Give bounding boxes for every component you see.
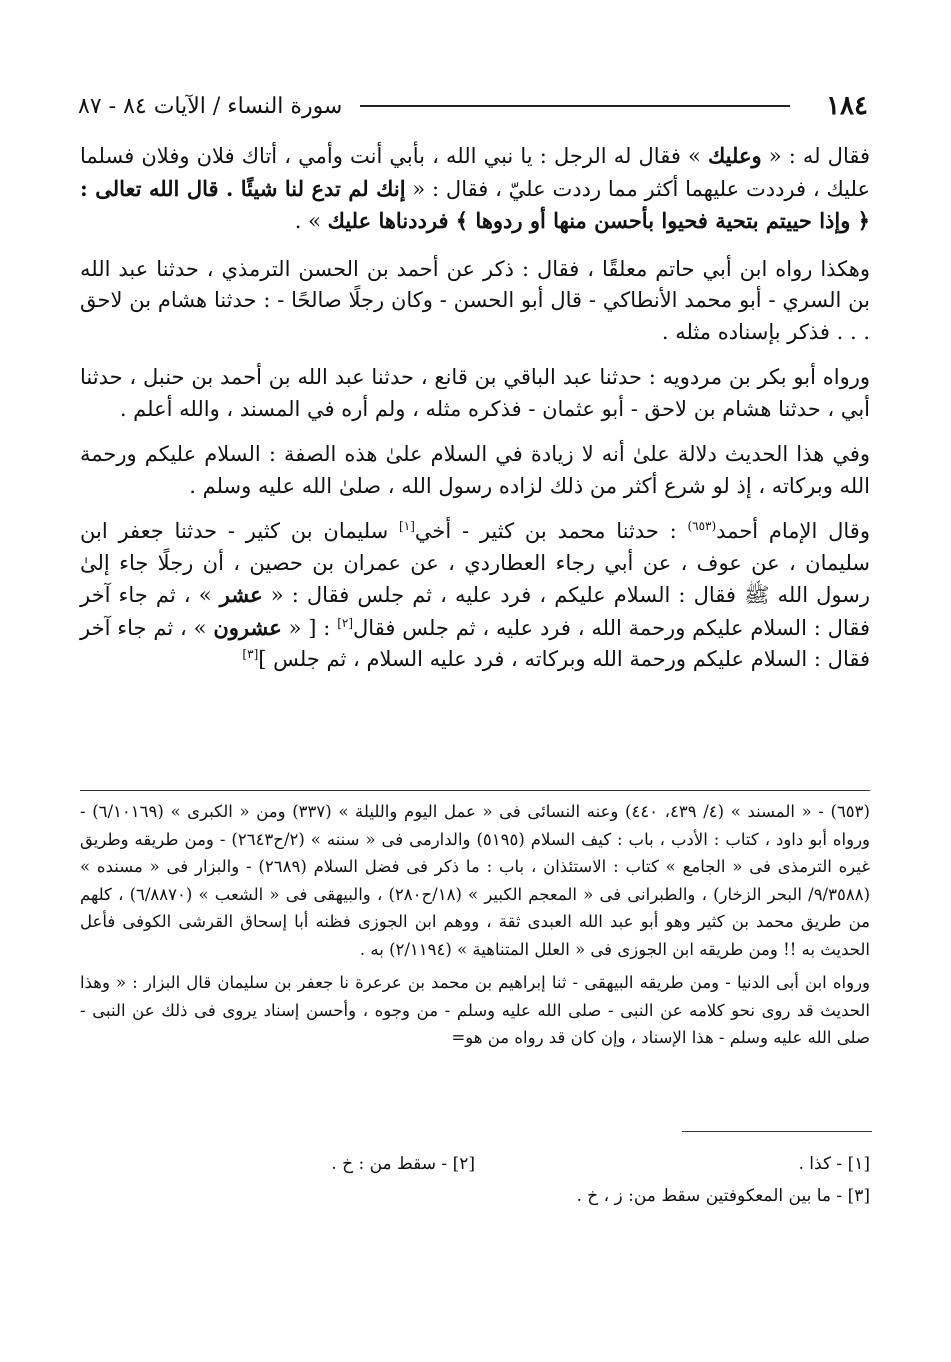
text-run: » ، ثم جاء آخر فقال : السلام عليكم ورحمة الله ، فرد عليه ، ثم جلس فقال [80, 583, 870, 640]
quote-bold: عشرون [213, 614, 282, 640]
paragraph-2: وهكذا رواه ابن أبي حاتم معلقًا ، فقال : ذكر عن أحمد بن الحسن الترمذي ، حدثنا عبد الله بن السري - أبو محمد الأنطاكي - قال أبو الحسن - وكان رجلًا صالحًا - : حدثنا هشام بن لاحق . . . فذكر بإسناده مثله . [80, 256, 870, 344]
footnote-ref: (٦٥٣) [687, 519, 717, 533]
page-header [78, 86, 868, 126]
paragraph-3: ورواه أبو بكر بن مردويه : حدثنا عبد الباقي بن قانع ، حدثنا عبد الله بن أحمد بن حنبل ، حدثنا أبي ، حدثنا هشام بن لاحق - أبو عثمان - فذكره مثله ، ولم أره في المسند ، والله أعلم . [80, 365, 870, 421]
text-run: » فقال له الرجل : يا نبي الله ، بأبي أنت وأمي ، أتاك فلان وفلان فسلما عليك ، فرددت عليهما أكثر مما رددت عليّ ، فقال : « [80, 144, 870, 201]
note-ref: [٣] [242, 647, 259, 661]
textual-note-3: [٣] - ما بين المعكوفتين سقط من: ز ، خ . [576, 1186, 870, 1206]
text-run: فقال له : « [761, 144, 870, 168]
textual-notes [80, 1148, 870, 1212]
text-run: » . [294, 209, 328, 233]
paragraph-5 [80, 516, 870, 676]
note-ref: [١] [399, 519, 415, 533]
note-ref: [٢] [337, 615, 354, 630]
main-text [80, 140, 870, 690]
quote-bold: إنك لم تدع لنا شيئًا . قال الله تعالى : ﴿ وإذا حييتم بتحية فحيوا بأحسن منها أو ردوها ﴾ فرددناها عليك [80, 175, 870, 233]
footnote-divider [80, 790, 870, 791]
textual-notes-divider [682, 1131, 872, 1132]
footnote: (٦٥٣) - « المسند » (٤/ ٤٣٩، ٤٤٠) وعنه النسائى فى « عمل اليوم والليلة » (٣٣٧) ومن « الكبرى » (٦/١٠١٦٩) - ورواه أبو داود ، كتاب : الأدب ، باب : كيف السلام (٥١٩٥) والدارمى فى « سننه » (٢/ح٢٦٤٣) - ومن طريقه وطريق غيره الترمذى فى « الجامع » كتاب : الاستئذان ، باب : ما ذكر فى فضل السلام (٢٦٨٩) - والبزار فى « مسنده » (٩/٣٥٨٨/ البحر الزخار) ، والطبرانى فى « المعجم الكبير » (١٨/ح٢٨٠) ، والبيهقى فى « الشعب » (٦/٨٨٧٠) ، كلهم من طريق محمد بن كثير وهو أبو عبد الله العبدى ثقة ، ووهم ابن الجوزى فظنه أبا إسحاق القرشى الكوفى فأعل الحديث به !! ومن طريقه ابن الجوزى فى « العلل المتناهية » (٢/١١٩٤) به . [80, 802, 871, 959]
textual-notes-row [80, 1180, 870, 1212]
text-run: : حدثنا محمد بن كثير - أخي [414, 519, 688, 543]
textual-notes-row [80, 1148, 870, 1180]
paragraph-4: وفي هذا الحديث دلالة علىٰ أنه لا زيادة في السلام علىٰ هذه الصفة : السلام عليكم ورحمة الله وبركاته ، إذ لو شرع أكثر من ذلك لزاده رسول الله ، صلىٰ الله عليه وسلم . [80, 442, 870, 498]
footnotes [80, 798, 870, 1058]
surah-title: سورة النساء / الآيات ٨٤ - ٨٧ [78, 93, 343, 119]
textual-note-2: [٢] - سقط من : خ . [331, 1154, 475, 1174]
quote-bold: عشر [219, 582, 263, 607]
textual-note-1: [١] - كذا . [798, 1154, 870, 1174]
header-rule [360, 105, 790, 107]
text-run: : [ « [281, 615, 338, 640]
footnote: ورواه ابن أبى الدنيا - ومن طريقه البيهقى - ثنا إبراهيم بن محمد بن عرعرة نا جعفر بن سليمان قال البزار : « وهذا الحديث قد روى نحو كلامه عن النبى - صلى الله عليه وسلم - من وجوه ، وأحسن إسناد يروى فى ذلك عن النبى - صلى الله عليه وسلم - هذا الإسناد ، وإن كان قد رواه من هو= [80, 973, 870, 1047]
text-run: سليمان بن كثير - حدثنا جعفر ابن سليمان ، عن عوف ، عن أبي رجاء العطاردي ، عن عمران بن حصين ، أن رجلًا جاء إلىٰ رسول الله ﷺ فقال : السلام عليكم ، فرد عليه ، ثم جلس فقال : « [80, 519, 870, 607]
page-number: ١٨٤ [826, 91, 868, 121]
quote-bold: وعليك [707, 143, 762, 168]
text-run: وقال الإمام أحمد [716, 519, 870, 543]
paragraph-1 [80, 140, 870, 238]
text-run: » ، ثم جاء آخر فقال : السلام عليكم ورحمة الله وبركاته ، فرد عليه السلام ، ثم جلس ] [80, 615, 870, 671]
